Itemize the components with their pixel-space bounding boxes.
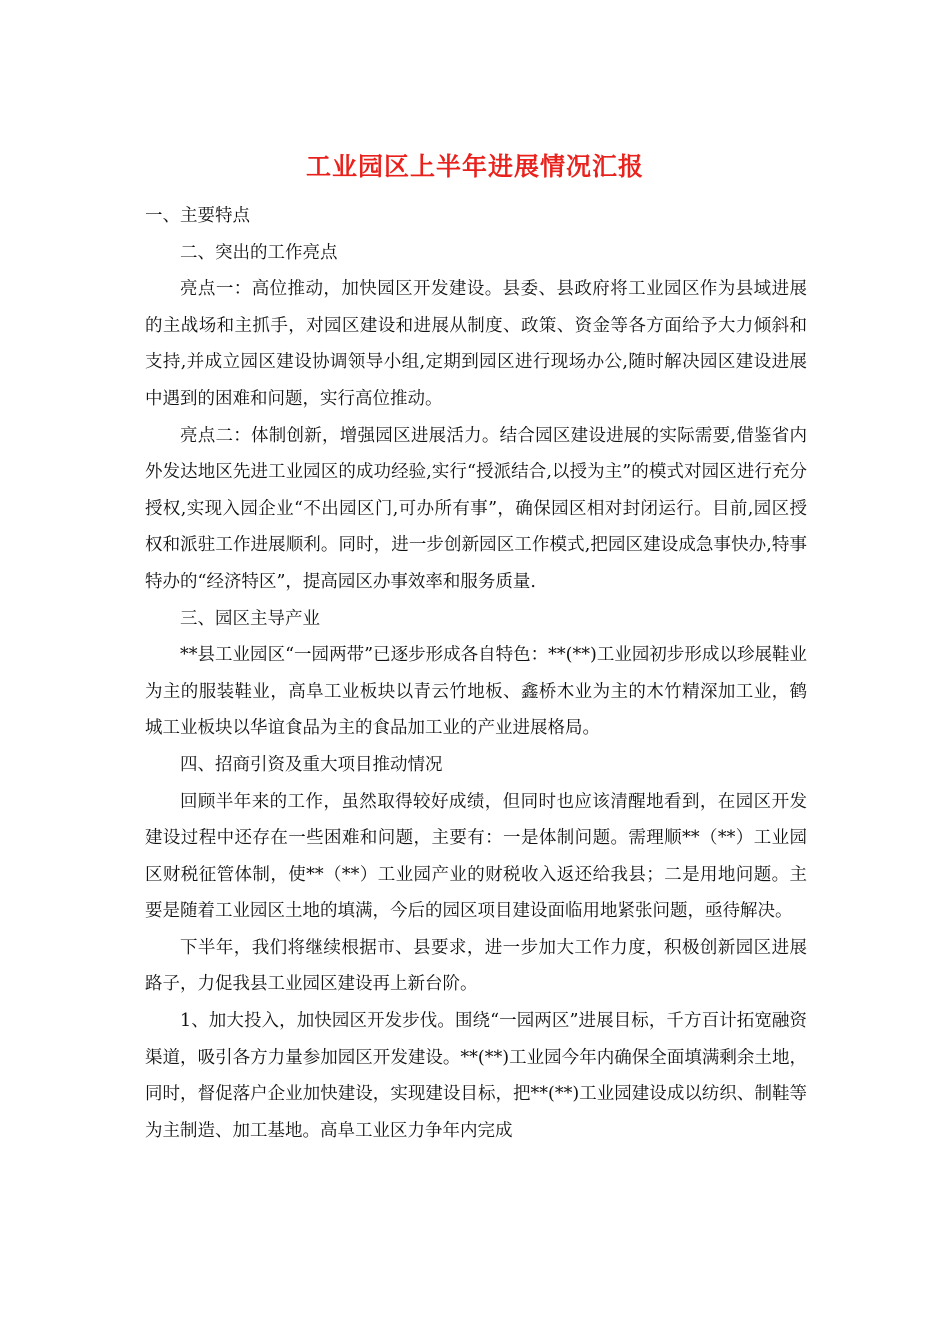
paragraph-review: 回顾半年来的工作，虽然取得较好成绩，但同时也应该清醒地看到，在园区开发建设过程中还存在一些困难和问题，主要有：一是体制问题。需理顺**（**）工业园区财税征管体制，使**（**）工业园产业的财税收入返还给我县；二是用地问题。主要是随着工业园区土地的填满，今后的园区项目建设面临用地紧张问题，亟待解决。	[145, 791, 807, 922]
section-heading-4: 四、招商引资及重大项目推动情况	[180, 754, 443, 775]
document-title: 工业园区上半年进展情况汇报	[305, 152, 644, 181]
section-heading-1: 一、主要特点	[145, 206, 250, 226]
document-body	[145, 198, 807, 1149]
section-heading-2: 二、突出的工作亮点	[180, 242, 338, 263]
section-heading-3: 三、园区主导产业	[180, 608, 320, 629]
paragraph-highlight-1: 亮点一：高位推动，加快园区开发建设。县委、县政府将工业园区作为县域进展的主战场和主抓手，对园区建设和进展从制度、政策、资金等各方面给予大力倾斜和支持,并成立园区建设协调领导小组,定期到园区进行现场办公,随时解决园区建设进展中遇到的困难和问题，实行高位推动。	[145, 279, 807, 409]
paragraph-highlight-2: 亮点二：体制创新，增强园区进展活力。结合园区建设进展的实际需要,借鉴省内外发达地区先进工业园区的成功经验,实行“授派结合,以授为主”的模式对园区进行充分授权,实现入园企业“不出园区门,可办所有事”，确保园区相对封闭运行。目前,园区授权和派驻工作进展顺利。同时，进一步创新园区工作模式,把园区建设成急事快办,特事特办的“经济特区”，提高园区办事效率和服务质量.	[145, 425, 807, 592]
paragraph-item-1: 1、加大投入，加快园区开发步伐。围绕“一园两区”进展目标，千方百计拓宽融资渠道，吸引各方力量参加园区开发建设。**(**)工业园今年内确保全面填满剩余土地，同时，督促落户企业加快建设，实现建设目标，把**(**)工业园建设成以纺织、制鞋等为主制造、加工基地。高阜工业区力争年内完成	[145, 1011, 807, 1141]
paragraph-industries: **县工业园区“一园两带”已逐步形成各自特色：**(**)工业园初步形成以珍展鞋业为主的服装鞋业，高阜工业板块以青云竹地板、鑫桥木业为主的木竹精深加工业，鹤城工业板块以华谊食品为主的食品加工业的产业进展格局。	[145, 645, 807, 739]
paragraph-second-half: 下半年，我们将继续根据市、县要求，进一步加大工作力度，积极创新园区进展路子，力促我县工业园区建设再上新台阶。	[145, 937, 807, 995]
